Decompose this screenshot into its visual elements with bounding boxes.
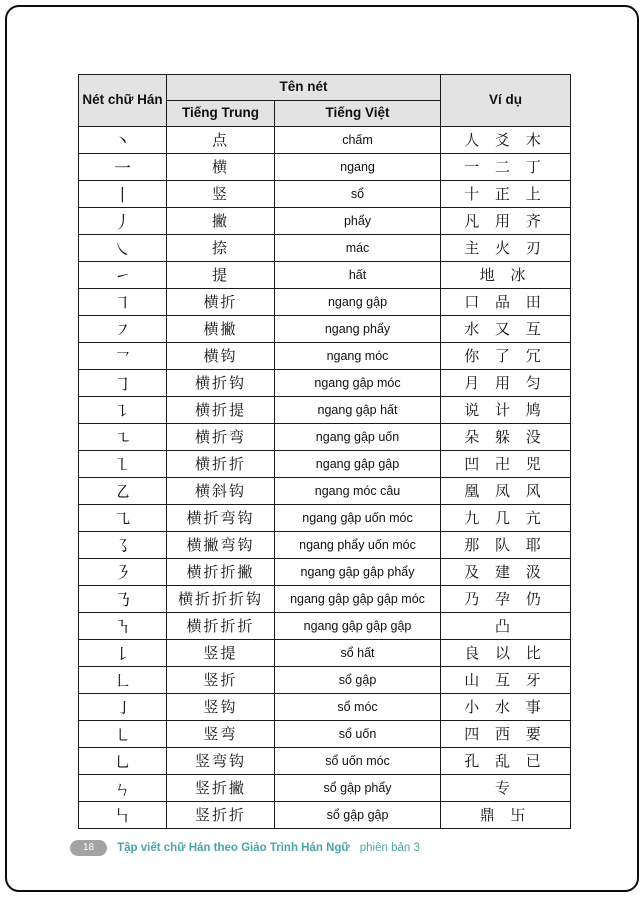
stroke-glyph-cell: ㇟ [79, 747, 167, 774]
vietnamese-name-cell: hất [275, 261, 441, 288]
stroke-glyph-cell: ㇋ [79, 558, 167, 585]
stroke-table [78, 74, 571, 829]
table-row [79, 747, 571, 774]
stroke-glyph-cell: 丶 [79, 126, 167, 153]
vietnamese-name-cell: ngang móc câu [275, 477, 441, 504]
stroke-table-header [79, 75, 571, 127]
example-cell: 良 以 比 [441, 639, 571, 666]
vietnamese-name-cell: ngang gập uốn móc [275, 504, 441, 531]
chinese-name-cell: 横折折折 [167, 612, 275, 639]
stroke-glyph-cell: ㇌ [79, 531, 167, 558]
example-cell: 月 用 匀 [441, 369, 571, 396]
stroke-glyph-cell: ㇚ [79, 693, 167, 720]
example-cell: 说 计 鸠 [441, 396, 571, 423]
table-row [79, 423, 571, 450]
vietnamese-name-cell: sổ uốn [275, 720, 441, 747]
table-row [79, 396, 571, 423]
header-vietnamese-column: Tiếng Việt [275, 100, 441, 126]
example-cell: 地 冰 [441, 261, 571, 288]
table-row [79, 585, 571, 612]
vietnamese-name-cell: ngang gập gập phẩy [275, 558, 441, 585]
table-row [79, 207, 571, 234]
example-cell: 凸 [441, 612, 571, 639]
example-cell: 主 火 刃 [441, 234, 571, 261]
table-row [79, 477, 571, 504]
chinese-name-cell: 横折 [167, 288, 275, 315]
header-example-column: Ví dụ [441, 75, 571, 127]
vietnamese-name-cell: sổ gập phẩy [275, 774, 441, 801]
header-stroke-column: Nét chữ Hán [79, 75, 167, 127]
vietnamese-name-cell: ngang gập gập [275, 450, 441, 477]
example-cell: 凰 凤 风 [441, 477, 571, 504]
vietnamese-name-cell: ngang gập gập gập [275, 612, 441, 639]
vietnamese-name-cell: sổ hất [275, 639, 441, 666]
chinese-name-cell: 点 [167, 126, 275, 153]
table-row [79, 369, 571, 396]
chinese-name-cell: 竖折 [167, 666, 275, 693]
chinese-name-cell: 横折钩 [167, 369, 275, 396]
stroke-glyph-cell: ㇇ [79, 315, 167, 342]
example-cell: 朵 躲 没 [441, 423, 571, 450]
vietnamese-name-cell: ngang [275, 153, 441, 180]
example-cell: 小 水 事 [441, 693, 571, 720]
vietnamese-name-cell: ngang gập gập gập móc [275, 585, 441, 612]
stroke-glyph-cell: 丨 [79, 180, 167, 207]
stroke-glyph-cell: ㇙ [79, 639, 167, 666]
stroke-glyph-cell: ㇄ [79, 720, 167, 747]
table-row [79, 126, 571, 153]
stroke-glyph-cell: ㇡ [79, 585, 167, 612]
vietnamese-name-cell: sổ gập [275, 666, 441, 693]
chinese-name-cell: 竖 [167, 180, 275, 207]
vietnamese-name-cell: ngang phẩy uốn móc [275, 531, 441, 558]
header-name-group: Tên nét [167, 75, 441, 101]
example-cell: 水 又 互 [441, 315, 571, 342]
chinese-name-cell: 横折折折钩 [167, 585, 275, 612]
chinese-name-cell: 横折折撇 [167, 558, 275, 585]
chinese-name-cell: 横折折 [167, 450, 275, 477]
example-cell: 口 品 田 [441, 288, 571, 315]
chinese-name-cell: 捺 [167, 234, 275, 261]
table-row [79, 693, 571, 720]
example-cell: 十 正 上 [441, 180, 571, 207]
chinese-name-cell: 横斜钩 [167, 477, 275, 504]
vietnamese-name-cell: sổ gập gập [275, 801, 441, 828]
page-footer [70, 840, 420, 856]
example-cell: 鼎 卐 [441, 801, 571, 828]
example-cell: 孔 乱 已 [441, 747, 571, 774]
chinese-name-cell: 横撇弯钩 [167, 531, 275, 558]
table-row [79, 153, 571, 180]
vietnamese-name-cell: sổ [275, 180, 441, 207]
table-row [79, 639, 571, 666]
example-cell: 一 二 丁 [441, 153, 571, 180]
stroke-glyph-cell: ㇎ [79, 612, 167, 639]
example-cell: 乃 孕 仍 [441, 585, 571, 612]
page-number-badge: 18 [70, 840, 107, 856]
vietnamese-name-cell: mác [275, 234, 441, 261]
chinese-name-cell: 横折弯 [167, 423, 275, 450]
stroke-glyph-cell: ㇍ [79, 423, 167, 450]
vietnamese-name-cell: ngang móc [275, 342, 441, 369]
stroke-glyph-cell: ㇀ [79, 261, 167, 288]
vietnamese-name-cell: phẩy [275, 207, 441, 234]
footer-book-title: Tập viết chữ Hán theo Giáo Trình Hán Ngữ [117, 842, 350, 854]
vietnamese-name-cell: ngang gập uốn [275, 423, 441, 450]
example-cell: 四 西 要 [441, 720, 571, 747]
vietnamese-name-cell: ngang gập [275, 288, 441, 315]
table-row [79, 612, 571, 639]
stroke-table-body [79, 126, 571, 828]
example-cell: 凹 卍 兕 [441, 450, 571, 477]
vietnamese-name-cell: ngang phẩy [275, 315, 441, 342]
example-cell: 那 队 耶 [441, 531, 571, 558]
table-row [79, 666, 571, 693]
chinese-name-cell: 横钩 [167, 342, 275, 369]
table-row [79, 180, 571, 207]
table-row [79, 261, 571, 288]
table-row [79, 342, 571, 369]
chinese-name-cell: 提 [167, 261, 275, 288]
stroke-glyph-cell: ㇖ [79, 342, 167, 369]
chinese-name-cell: 竖折撇 [167, 774, 275, 801]
vietnamese-name-cell: chấm [275, 126, 441, 153]
chinese-name-cell: 横折弯钩 [167, 504, 275, 531]
example-cell: 及 建 汲 [441, 558, 571, 585]
header-chinese-column: Tiếng Trung [167, 100, 275, 126]
stroke-glyph-cell: ㇞ [79, 801, 167, 828]
stroke-glyph-cell: 丿 [79, 207, 167, 234]
example-cell: 九 几 亢 [441, 504, 571, 531]
chinese-name-cell: 竖提 [167, 639, 275, 666]
table-row [79, 234, 571, 261]
footer-edition-text: phiên bản 3 [359, 842, 420, 854]
stroke-glyph-cell: ㇏ [79, 234, 167, 261]
example-cell: 凡 用 齐 [441, 207, 571, 234]
chinese-name-cell: 竖折折 [167, 801, 275, 828]
vietnamese-name-cell: ngang gập hất [275, 396, 441, 423]
vietnamese-name-cell: ngang gập móc [275, 369, 441, 396]
chinese-name-cell: 横 [167, 153, 275, 180]
stroke-glyph-cell: ㄣ [79, 774, 167, 801]
chinese-name-cell: 横撇 [167, 315, 275, 342]
stroke-glyph-cell: ㇅ [79, 450, 167, 477]
table-row [79, 801, 571, 828]
vietnamese-name-cell: sổ móc [275, 693, 441, 720]
stroke-glyph-cell: ㇕ [79, 288, 167, 315]
table-row [79, 315, 571, 342]
table-row [79, 720, 571, 747]
chinese-name-cell: 竖钩 [167, 693, 275, 720]
stroke-glyph-cell: 一 [79, 153, 167, 180]
example-cell: 你 了 冗 [441, 342, 571, 369]
table-row [79, 531, 571, 558]
chinese-name-cell: 竖弯钩 [167, 747, 275, 774]
chinese-name-cell: 横折提 [167, 396, 275, 423]
example-cell: 专 [441, 774, 571, 801]
chinese-name-cell: 竖弯 [167, 720, 275, 747]
vietnamese-name-cell: sổ uốn móc [275, 747, 441, 774]
stroke-glyph-cell: ㇆ [79, 369, 167, 396]
stroke-glyph-cell: ㇠ [79, 477, 167, 504]
example-cell: 人 爻 木 [441, 126, 571, 153]
stroke-glyph-cell: ㇗ [79, 666, 167, 693]
chinese-name-cell: 撇 [167, 207, 275, 234]
example-cell: 山 互 牙 [441, 666, 571, 693]
stroke-glyph-cell: ㇊ [79, 396, 167, 423]
table-row [79, 450, 571, 477]
table-row [79, 504, 571, 531]
table-row [79, 774, 571, 801]
stroke-glyph-cell: ㇈ [79, 504, 167, 531]
table-row [79, 558, 571, 585]
table-row [79, 288, 571, 315]
